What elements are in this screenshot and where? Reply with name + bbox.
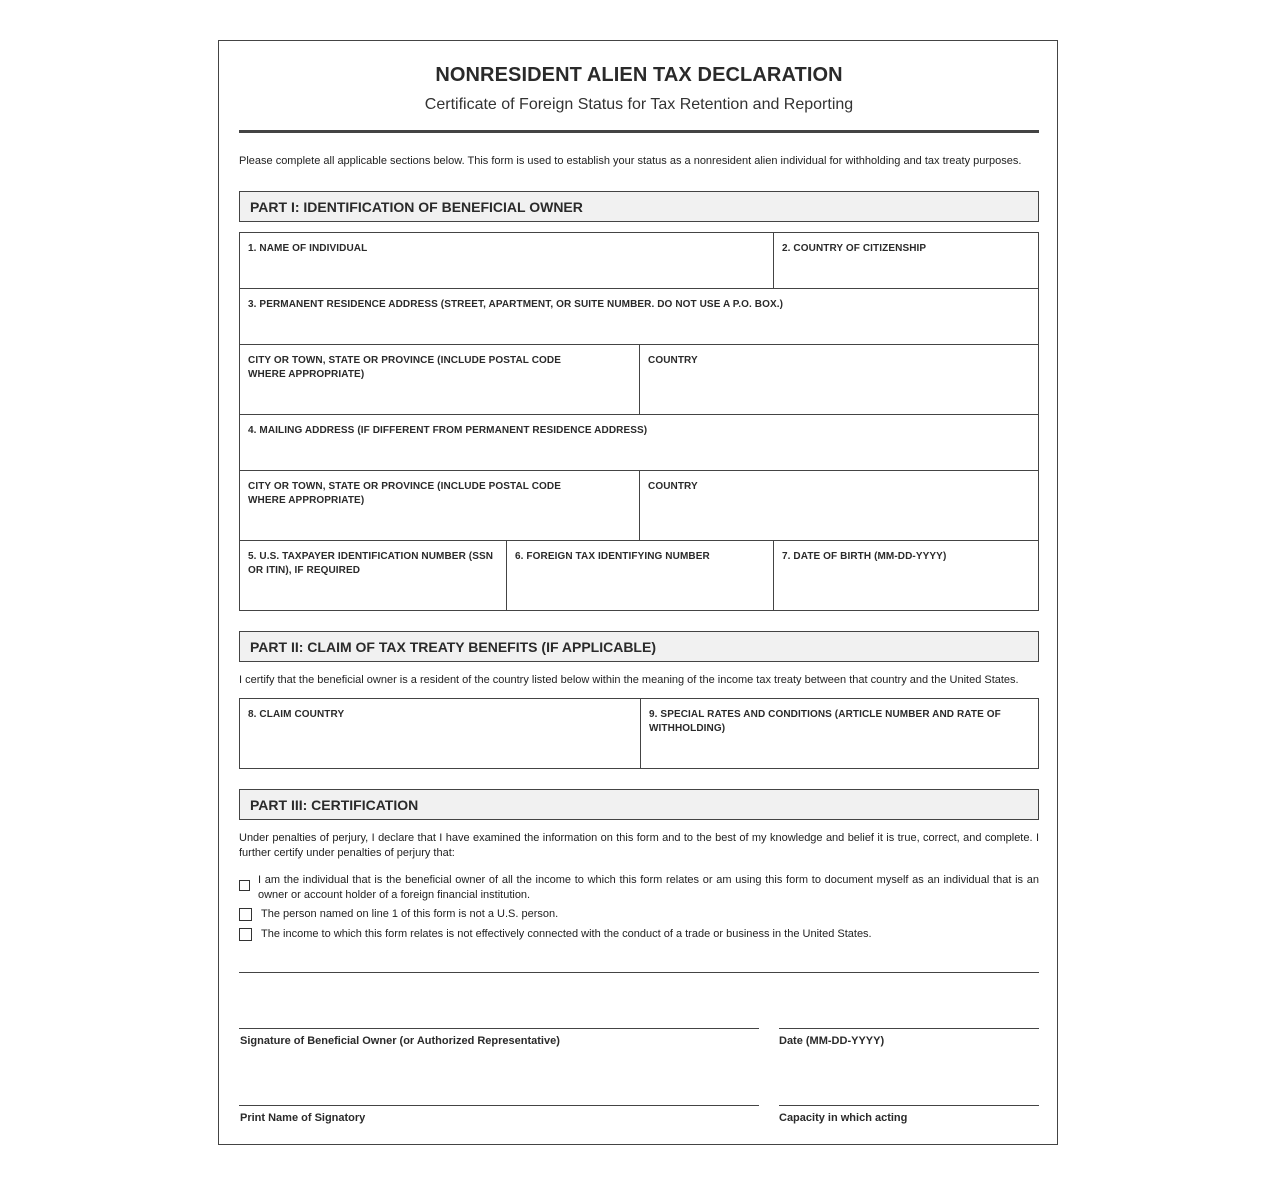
part2-grid — [239, 698, 1039, 769]
print-name-label: Print Name of Signatory — [240, 1112, 366, 1124]
form-subtitle: Certificate of Foreign Status for Tax Retention and Reporting — [424, 96, 854, 113]
country-of-citizenship-field[interactable]: 2. COUNTRY OF CITIZENSHIP — [773, 233, 1038, 288]
check-label-2: The person named on line 1 of this form is not a U.S. person. — [261, 908, 559, 920]
row-tax-ids — [239, 541, 1039, 611]
claim-country-field[interactable]: 8. CLAIM COUNTRY — [248, 709, 345, 720]
us-tin-field[interactable]: 5. U.S. TAXPAYER IDENTIFICATION NUMBER (SSN OR ITIN), IF REQUIRED — [248, 551, 494, 576]
capacity-label: Capacity in which acting — [779, 1112, 908, 1124]
part2-statement: I certify that the beneficial owner is a resident of the country listed below within the meaning of the income tax treaty between that country and the United States. — [239, 674, 1019, 686]
certification-check-2 — [239, 907, 1039, 922]
permanent-address-field[interactable]: 3. PERMANENT RESIDENCE ADDRESS (STREET, APARTMENT, OR SUITE NUMBER. DO NOT USE A P.O. BOX.) — [248, 299, 784, 310]
date-of-birth-field[interactable]: 7. DATE OF BIRTH (MM-DD-YYYY) — [773, 541, 1038, 610]
check-label-1: I am the individual that is the beneficial owner of all the income to which this form relates or am using this form to document myself as an individual that is an owner or account holder of a foreign financial institution. — [258, 874, 1039, 901]
date-label: Date (MM-DD-YYYY) — [779, 1035, 885, 1047]
part1-grid — [239, 232, 1039, 611]
date-line[interactable] — [779, 1028, 1039, 1029]
header-double-rule — [239, 130, 1039, 133]
part3-heading: PART III: CERTIFICATION — [239, 789, 1039, 820]
signature-line[interactable] — [239, 1028, 759, 1029]
certification-check-3 — [239, 927, 1039, 942]
row-permanent-address — [239, 289, 1039, 345]
row-permanent-city — [239, 345, 1039, 415]
permanent-city-field[interactable]: CITY OR TOWN, STATE OR PROVINCE (INCLUDE POSTAL CODE WHERE APPROPRIATE) — [248, 355, 561, 380]
checkbox-not-effectively-connected[interactable] — [239, 928, 252, 941]
capacity-line[interactable] — [779, 1105, 1039, 1106]
print-name-line[interactable] — [239, 1105, 759, 1106]
certification-divider — [239, 972, 1039, 973]
special-rates-field[interactable]: 9. SPECIAL RATES AND CONDITIONS (ARTICLE NUMBER AND RATE OF WITHHOLDING) — [640, 699, 1038, 768]
row-mailing-address — [239, 415, 1039, 471]
permanent-country-field[interactable]: COUNTRY — [639, 345, 1038, 414]
part2-heading: PART II: CLAIM OF TAX TREATY BENEFITS (IF APPLICABLE) — [239, 631, 1039, 662]
form-intro: Please complete all applicable sections below. This form is used to establish your status as a nonresident alien individual for withholding and tax treaty purposes. — [239, 155, 1022, 167]
checkbox-beneficial-owner[interactable] — [239, 880, 250, 891]
mailing-country-field[interactable]: COUNTRY — [639, 471, 1038, 540]
row-mailing-city — [239, 471, 1039, 541]
check-label-3: The income to which this form relates is not effectively connected with the conduct of a trade or business in the United States. — [261, 928, 872, 940]
part1-heading: PART I: IDENTIFICATION OF BENEFICIAL OWNER — [239, 191, 1039, 222]
row-treaty — [239, 698, 1039, 769]
checkbox-not-us-person[interactable] — [239, 908, 252, 921]
name-of-individual-field[interactable]: 1. NAME OF INDIVIDUAL — [248, 243, 368, 254]
form-title: NONRESIDENT ALIEN TAX DECLARATION — [435, 64, 843, 86]
mailing-city-field[interactable]: CITY OR TOWN, STATE OR PROVINCE (INCLUDE POSTAL CODE WHERE APPROPRIATE) — [248, 481, 561, 506]
foreign-tin-field[interactable]: 6. FOREIGN TAX IDENTIFYING NUMBER — [506, 541, 773, 610]
signature-label: Signature of Beneficial Owner (or Authorized Representative) — [240, 1035, 560, 1047]
row-name-citizenship — [239, 232, 1039, 289]
certification-check-1 — [239, 873, 1039, 903]
mailing-address-field[interactable]: 4. MAILING ADDRESS (IF DIFFERENT FROM PERMANENT RESIDENCE ADDRESS) — [248, 425, 648, 436]
form-page — [218, 40, 1058, 1145]
part3-statement: Under penalties of perjury, I declare that I have examined the information on this form and to the best of my knowledge and belief it is true, correct, and complete. I further certify under penalties of perjury that: — [239, 832, 1039, 859]
